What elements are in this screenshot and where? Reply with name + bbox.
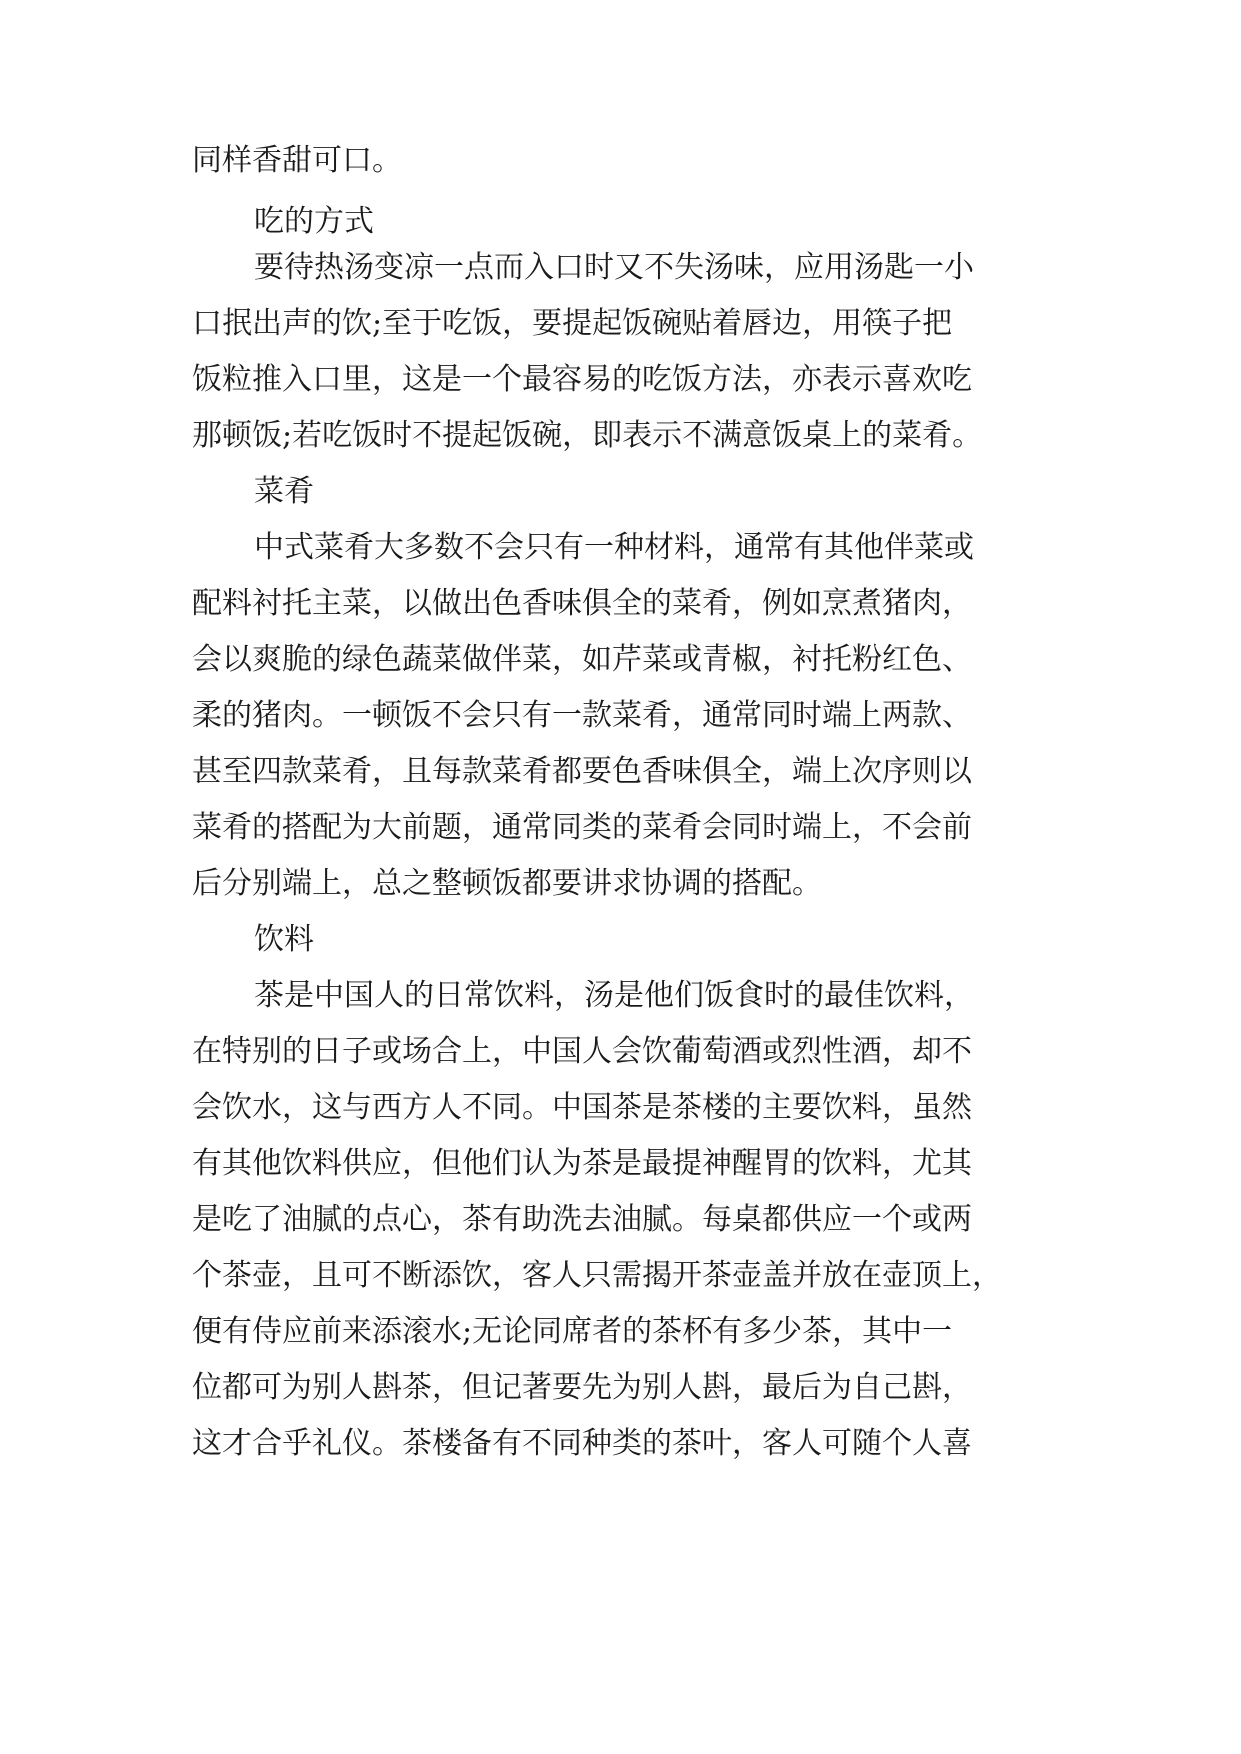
text-line: 配料衬托主菜，以做出色香味俱全的菜肴，例如烹煮猪肉， [192, 586, 972, 621]
text-line: 会饮水，这与西方人不同。中国茶是茶楼的主要饮料，虽然 [192, 1090, 972, 1125]
text-line: 个茶壶，且可不断添饮，客人只需揭开茶壶盖并放在壶顶上， [192, 1258, 1002, 1293]
text-line: 有其他饮料供应，但他们认为茶是最提神醒胃的饮料，尤其 [192, 1146, 972, 1181]
text-line: 同样香甜可口。 [192, 143, 402, 178]
text-line: 柔的猪肉。一顿饭不会只有一款菜肴，通常同时端上两款、 [192, 698, 972, 733]
section-heading-dishes: 菜肴 [254, 474, 314, 509]
text-line: 这才合乎礼仪。茶楼备有不同种类的茶叶，客人可随个人喜 [192, 1426, 972, 1461]
section-heading-eating-manner: 吃的方式 [254, 204, 374, 239]
text-line: 便有侍应前来添滚水;无论同席者的茶杯有多少茶，其中一 [192, 1314, 953, 1349]
text-line: 中式菜肴大多数不会只有一种材料，通常有其他伴菜或 [254, 530, 974, 565]
text-line: 甚至四款菜肴，且每款菜肴都要色香味俱全，端上次序则以 [192, 754, 972, 789]
text-line: 饭粒推入口里，这是一个最容易的吃饭方法，亦表示喜欢吃 [192, 362, 972, 397]
document-page [192, 0, 1052, 1754]
text-line: 菜肴的搭配为大前题，通常同类的菜肴会同时端上，不会前 [192, 810, 972, 845]
section-heading-beverages: 饮料 [254, 922, 314, 957]
text-line: 口抿出声的饮;至于吃饭，要提起饭碗贴着唇边，用筷子把 [192, 306, 953, 341]
text-line: 是吃了油腻的点心，茶有助洗去油腻。每桌都供应一个或两 [192, 1202, 972, 1237]
text-line: 会以爽脆的绿色蔬菜做伴菜，如芹菜或青椒，衬托粉红色、 [192, 642, 972, 677]
text-line: 那顿饭;若吃饭时不提起饭碗，即表示不满意饭桌上的菜肴。 [192, 418, 983, 453]
text-line: 在特别的日子或场合上，中国人会饮葡萄酒或烈性酒，却不 [192, 1034, 972, 1069]
text-line: 后分别端上，总之整顿饭都要讲求协调的搭配。 [192, 866, 822, 901]
text-line: 要待热汤变凉一点而入口时又不失汤味，应用汤匙一小 [254, 250, 974, 285]
text-line: 位都可为别人斟茶，但记著要先为别人斟，最后为自己斟， [192, 1370, 972, 1405]
text-line: 茶是中国人的日常饮料，汤是他们饭食时的最佳饮料， [254, 978, 974, 1013]
